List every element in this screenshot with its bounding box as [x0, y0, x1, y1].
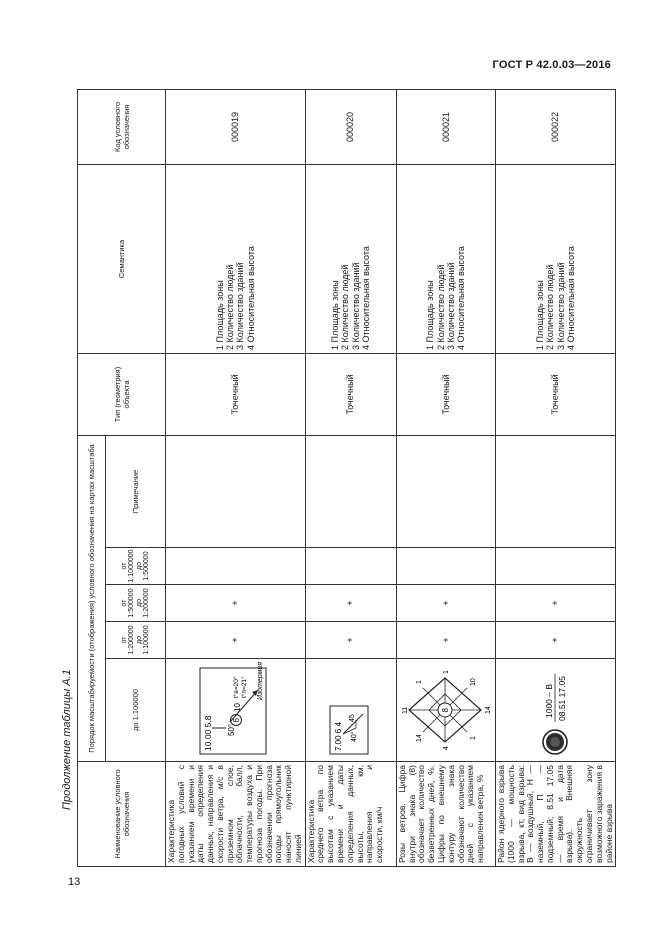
table-row [496, 89, 616, 866]
row-name: Характеристика погодных условий с указанием времени и даты определения данных, направления и скорости ветра, м/с в приземном слое, облачности, балл, температуры воздуха и прогноза погоды. При обозначении прогноза погоды прямоугольник наносят пунктирной линией [166, 762, 306, 867]
row-scale-500k: + [496, 585, 616, 622]
symbol-table [77, 90, 614, 867]
row-semantics: 1 Площадь зоны 2 Количество людей 3 Количество зданий 4 Относительная высота [305, 164, 396, 353]
table-row [305, 89, 396, 866]
wind-rose-icon [399, 662, 491, 758]
wind-main-text: 7.00 6 4 [333, 722, 343, 751]
wind-rose-bottom-left: 1 [469, 736, 477, 740]
symbol-weather-conditions [166, 659, 306, 762]
row-scale-1m [166, 548, 306, 585]
wind-rose-top: 11 [401, 706, 409, 714]
row-scale-200k: + [396, 622, 495, 659]
table-row [396, 89, 495, 866]
symbol-nuclear-explosion [496, 659, 616, 762]
row-scale-200k: + [305, 622, 396, 659]
table-row [166, 89, 306, 866]
header-name: Наименование условного обозначения [78, 762, 166, 867]
wind-rose-right: 1 [442, 670, 450, 674]
weather-label: Изотермия [257, 661, 265, 700]
symbol-average-wind [305, 659, 396, 762]
table-continuation-label: Продолжение таблицы А.1 [61, 669, 73, 810]
row-semantics: 1 Площадь зоны 2 Количество людей 3 Количество зданий 4 Относительная высота [396, 164, 495, 353]
row-code: 000020 [305, 89, 396, 164]
row-note [396, 435, 495, 547]
weather-right-number: 10 [233, 703, 243, 712]
wind-number-text: 45 [348, 714, 356, 722]
row-scale-200k: + [496, 622, 616, 659]
nuclear-bottom-text: 08.51 17.05 [556, 676, 567, 721]
wind-rose-top-right: 1 [415, 680, 423, 684]
header-note: Примечание [106, 435, 166, 547]
row-type: Точечный [305, 353, 396, 435]
header-scale-100k: до 1:100000 [106, 659, 166, 762]
header-code: Код условного обозначения [78, 89, 166, 164]
weather-temp1: t°в=20° [233, 676, 241, 698]
weather-angle-text: 50° [227, 723, 237, 736]
weather-main-text: 10.00 5.8 [203, 715, 214, 751]
row-scale-200k: + [166, 622, 306, 659]
row-name: Район ядерного взрыва (1000 — мощность взрыва, кт, вид взрыва: В — воздушный, Н — наземный, П — подземный; 8.51 17.05 — время и дата взрыва). Внешняя окружность ограничивает зону возможного заражения в районе взрыва [496, 762, 616, 867]
symbol-wind-rose [396, 659, 495, 762]
nuclear-top-text: 1000 – В [543, 683, 554, 718]
wind-symbol-icon [308, 662, 392, 758]
header-scale-group: Порядок масштабируемости (отображения) условного обозначения на картах масштаба [78, 435, 106, 761]
row-scale-500k: + [396, 585, 495, 622]
weather-symbol-icon [170, 662, 298, 758]
wind-rose-center: 8 [440, 708, 450, 713]
row-scale-500k: + [166, 585, 306, 622]
row-code: 000022 [496, 89, 616, 164]
weather-temp2: t°п=21° [241, 676, 249, 698]
row-note [305, 435, 396, 547]
row-semantics: 1 Площадь зоны 2 Количество людей 3 Количество зданий 4 Относительная высота [496, 164, 616, 353]
document-code: ГОСТ Р 42.0.03—2016 [492, 59, 611, 71]
row-type: Точечный [166, 353, 306, 435]
wind-rose-bottom: 14 [484, 706, 492, 714]
page-number: 13 [68, 876, 81, 888]
nuclear-explosion-icon [515, 662, 595, 758]
row-semantics: 1 Площадь зоны 2 Количество людей 3 Количество зданий 4 Относительная высота [166, 164, 306, 353]
row-name: Характеристика среднего ветра по высотам с указанием времени и даты определения данных, высоты, км, направления и скорости, км/ч [305, 762, 396, 867]
row-scale-1m [496, 548, 616, 585]
row-scale-500k: + [305, 585, 396, 622]
wind-angle-text: 40° [350, 731, 358, 742]
row-type: Точечный [396, 353, 495, 435]
row-name: Розы ветров. Цифра внутри знака (8) обозначает количество безветренных дней, %. Цифры по внешнему контуру знака обозначают количество дней с указанием направления ветра, % [396, 762, 495, 867]
header-type: Тип (геометрия) объекта [78, 353, 166, 435]
row-scale-1m [396, 548, 495, 585]
weather-left-number: 6 [232, 718, 242, 723]
wind-rose-bottom-right: 10 [469, 678, 477, 686]
header-scale-1m: от 1:1000000 до 1:500000 [106, 548, 166, 585]
row-note [166, 435, 306, 547]
row-note [496, 435, 616, 547]
header-scale-500k: от 1:500000 до 1:200000 [106, 585, 166, 622]
row-code: 000019 [166, 89, 306, 164]
wind-rose-top-left: 14 [415, 734, 423, 742]
wind-rose-left: 4 [442, 746, 450, 750]
header-scale-200k: от 1:200000 до 1:100000 [106, 622, 166, 659]
header-semantics: Семантика [78, 164, 166, 353]
row-code: 000021 [396, 89, 495, 164]
row-type: Точечный [496, 353, 616, 435]
row-scale-1m [305, 548, 396, 585]
